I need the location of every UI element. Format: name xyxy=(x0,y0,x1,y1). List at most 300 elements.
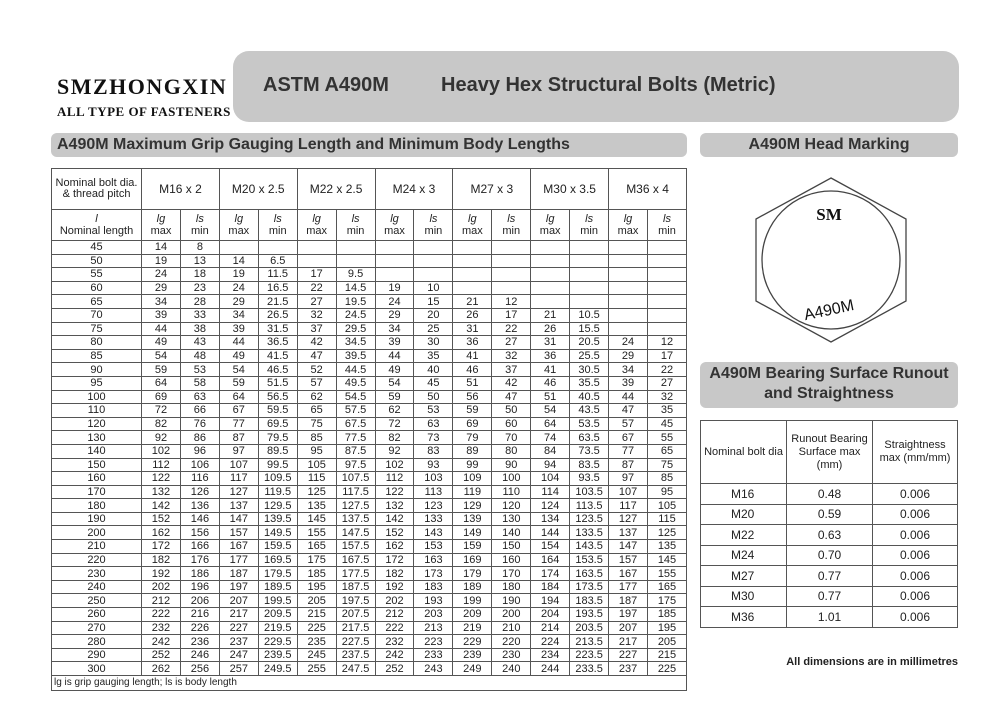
table-cell xyxy=(647,241,686,255)
runout-cell: 0.006 xyxy=(873,525,958,546)
table-cell: 34 xyxy=(142,295,181,309)
table-cell: 193 xyxy=(414,594,453,608)
limit-header xyxy=(375,210,414,241)
nominal-length-cell: 190 xyxy=(52,512,142,526)
runout-section-title: A490M Bearing Surface Runout and Straightness xyxy=(700,362,958,408)
table-cell: 220 xyxy=(492,635,531,649)
nominal-length-cell: 140 xyxy=(52,444,142,458)
limit-header xyxy=(336,210,375,241)
table-cell: 54.5 xyxy=(336,390,375,404)
table-cell: 170 xyxy=(492,567,531,581)
table-cell: 130 xyxy=(492,512,531,526)
table-cell: 232 xyxy=(142,621,181,635)
table-cell: 41 xyxy=(453,349,492,363)
table-cell: 116 xyxy=(180,472,219,486)
units-note: All dimensions are in millimetres xyxy=(786,656,958,668)
table-cell: 35 xyxy=(647,404,686,418)
table-row xyxy=(52,308,687,322)
table-cell: 229 xyxy=(453,635,492,649)
limit-header xyxy=(492,210,531,241)
table-cell: 24.5 xyxy=(336,308,375,322)
runout-dia-cell: M20 xyxy=(701,504,787,525)
table-cell: 79 xyxy=(453,431,492,445)
table-cell xyxy=(531,268,570,282)
table-cell: 167.5 xyxy=(336,553,375,567)
length-label: Nominal length xyxy=(59,225,134,237)
table-cell: 46 xyxy=(531,376,570,390)
table-row xyxy=(52,404,687,418)
table-cell: 107 xyxy=(609,485,648,499)
table-cell: 86 xyxy=(180,431,219,445)
table-cell: 67 xyxy=(609,431,648,445)
table-cell: 174 xyxy=(531,567,570,581)
table-cell: 59 xyxy=(142,363,181,377)
table-row xyxy=(52,648,687,662)
table-cell: 225 xyxy=(297,621,336,635)
runout-cell: 0.006 xyxy=(873,504,958,525)
table-row xyxy=(52,349,687,363)
table-cell: 140 xyxy=(492,526,531,540)
nominal-length-cell: 70 xyxy=(52,308,142,322)
table-cell: 63 xyxy=(414,417,453,431)
table-cell: 84 xyxy=(531,444,570,458)
table-cell: 34 xyxy=(609,363,648,377)
table-cell: 244 xyxy=(531,662,570,676)
table-cell: 64 xyxy=(142,376,181,390)
table-cell: 19.5 xyxy=(336,295,375,309)
size-header: M30 x 3.5 xyxy=(531,169,609,210)
table-cell: 31.5 xyxy=(258,322,297,336)
table-cell: 154 xyxy=(531,540,570,554)
table-cell xyxy=(414,241,453,255)
table-cell xyxy=(647,268,686,282)
table-cell: 183.5 xyxy=(570,594,609,608)
limit-label: max xyxy=(539,225,561,237)
size-header: M24 x 3 xyxy=(375,169,453,210)
table-cell: 185 xyxy=(647,608,686,622)
table-cell: 83 xyxy=(414,444,453,458)
table-cell: 247.5 xyxy=(336,662,375,676)
table-row xyxy=(52,322,687,336)
table-cell: 37 xyxy=(492,363,531,377)
table-cell: 103 xyxy=(414,472,453,486)
table-cell xyxy=(375,254,414,268)
table-cell: 43.5 xyxy=(570,404,609,418)
table-cell: 122 xyxy=(142,472,181,486)
limit-symbol: ls xyxy=(273,213,282,225)
table-cell: 177.5 xyxy=(336,567,375,581)
table-cell: 49 xyxy=(142,336,181,350)
table-cell: 48 xyxy=(180,349,219,363)
table-cell xyxy=(570,241,609,255)
table-cell: 32 xyxy=(647,390,686,404)
limit-label: max xyxy=(461,225,483,237)
table-cell: 77.5 xyxy=(336,431,375,445)
table-cell: 133.5 xyxy=(570,526,609,540)
table-cell: 169.5 xyxy=(258,553,297,567)
table-row xyxy=(52,363,687,377)
limit-symbol: ls xyxy=(195,213,204,225)
table-cell: 31 xyxy=(453,322,492,336)
table-cell: 44 xyxy=(219,336,258,350)
table-cell: 46 xyxy=(453,363,492,377)
table-cell: 45 xyxy=(647,417,686,431)
table-cell: 135 xyxy=(297,499,336,513)
table-cell: 64 xyxy=(219,390,258,404)
table-cell: 39 xyxy=(609,376,648,390)
table-cell: 114 xyxy=(531,485,570,499)
limit-symbol: ls xyxy=(507,213,516,225)
table-cell: 26.5 xyxy=(258,308,297,322)
table-cell: 239.5 xyxy=(258,648,297,662)
table-cell: 46.5 xyxy=(258,363,297,377)
table-cell: 70 xyxy=(492,431,531,445)
runout-table-body xyxy=(701,484,958,628)
table-cell: 257 xyxy=(219,662,258,676)
table-cell: 189.5 xyxy=(258,580,297,594)
table-cell: 184 xyxy=(531,580,570,594)
nominal-length-cell: 50 xyxy=(52,254,142,268)
table-cell: 36 xyxy=(453,336,492,350)
table-cell: 95 xyxy=(297,444,336,458)
table-cell: 64 xyxy=(531,417,570,431)
limit-symbol: lg xyxy=(468,213,477,225)
table-cell xyxy=(492,268,531,282)
table-cell: 62 xyxy=(375,404,414,418)
limit-label: min xyxy=(658,225,676,237)
table-row xyxy=(52,376,687,390)
table-cell: 41 xyxy=(531,363,570,377)
table-cell: 82 xyxy=(375,431,414,445)
table-cell: 73.5 xyxy=(570,444,609,458)
table-cell: 177 xyxy=(609,580,648,594)
table-cell: 27 xyxy=(647,376,686,390)
table-cell: 197 xyxy=(219,580,258,594)
table-cell: 57.5 xyxy=(336,404,375,418)
grade-mark: A490M xyxy=(802,297,856,325)
table-cell: 210 xyxy=(492,621,531,635)
table-cell: 99.5 xyxy=(258,458,297,472)
nominal-length-cell: 130 xyxy=(52,431,142,445)
table-cell: 203.5 xyxy=(570,621,609,635)
nominal-length-cell: 200 xyxy=(52,526,142,540)
table-cell: 207 xyxy=(609,621,648,635)
runout-dia-cell: M27 xyxy=(701,566,787,587)
nominal-length-cell: 45 xyxy=(52,241,142,255)
runout-dia-cell: M22 xyxy=(701,525,787,546)
table-cell: 217.5 xyxy=(336,621,375,635)
table-cell: 255 xyxy=(297,662,336,676)
table-cell: 119 xyxy=(453,485,492,499)
table-cell: 202 xyxy=(142,580,181,594)
runout-row xyxy=(701,586,958,607)
table-cell: 42 xyxy=(492,376,531,390)
limit-label: max xyxy=(306,225,328,237)
nominal-length-cell: 280 xyxy=(52,635,142,649)
table-cell: 22 xyxy=(647,363,686,377)
table-cell: 182 xyxy=(142,553,181,567)
table-cell: 8 xyxy=(180,241,219,255)
limit-label: max xyxy=(384,225,405,237)
table-row xyxy=(52,268,687,282)
table-cell: 57 xyxy=(609,417,648,431)
table-cell: 36 xyxy=(531,349,570,363)
table-cell: 215 xyxy=(647,648,686,662)
table-cell: 58 xyxy=(180,376,219,390)
table-cell xyxy=(492,281,531,295)
table-cell: 129.5 xyxy=(258,499,297,513)
table-cell: 126 xyxy=(180,485,219,499)
table-cell: 146 xyxy=(180,512,219,526)
table-cell: 69 xyxy=(453,417,492,431)
table-cell: 109.5 xyxy=(258,472,297,486)
table-cell: 12 xyxy=(647,336,686,350)
size-header: M16 x 2 xyxy=(142,169,220,210)
table-cell: 49 xyxy=(375,363,414,377)
table-cell: 50 xyxy=(492,404,531,418)
table-cell: 17 xyxy=(647,349,686,363)
table-cell: 44 xyxy=(142,322,181,336)
table-cell: 16.5 xyxy=(258,281,297,295)
table-cell: 75 xyxy=(647,458,686,472)
table-cell: 199.5 xyxy=(258,594,297,608)
table-cell: 63.5 xyxy=(570,431,609,445)
table-cell: 245 xyxy=(297,648,336,662)
table-cell: 54 xyxy=(142,349,181,363)
table-cell: 32 xyxy=(297,308,336,322)
table-cell: 127 xyxy=(609,512,648,526)
table-cell: 57 xyxy=(297,376,336,390)
table-cell: 39 xyxy=(375,336,414,350)
table-cell xyxy=(570,268,609,282)
table-cell: 113 xyxy=(414,485,453,499)
table-cell xyxy=(375,268,414,282)
table-cell: 230 xyxy=(492,648,531,662)
nominal-length-cell: 110 xyxy=(52,404,142,418)
table-cell: 173 xyxy=(414,567,453,581)
limit-symbol: ls xyxy=(429,213,438,225)
table-row xyxy=(52,621,687,635)
table-cell: 137.5 xyxy=(336,512,375,526)
table-cell: 53.5 xyxy=(570,417,609,431)
table-cell: 54 xyxy=(375,376,414,390)
table-cell: 217 xyxy=(609,635,648,649)
table-cell: 127 xyxy=(219,485,258,499)
table-cell: 123.5 xyxy=(570,512,609,526)
limit-label: max xyxy=(617,225,639,237)
limit-symbol: lg xyxy=(623,213,633,225)
limit-label: min xyxy=(268,225,287,237)
table-cell: 59.5 xyxy=(258,404,297,418)
table-cell: 24 xyxy=(609,336,648,350)
table-cell: 223 xyxy=(414,635,453,649)
table-cell: 219 xyxy=(453,621,492,635)
runout-dia-cell: M24 xyxy=(701,545,787,566)
table-cell: 134 xyxy=(531,512,570,526)
table-cell: 100 xyxy=(492,472,531,486)
table-cell: 63 xyxy=(180,390,219,404)
table-cell: 252 xyxy=(142,648,181,662)
table-cell: 152 xyxy=(375,526,414,540)
table-cell: 47 xyxy=(297,349,336,363)
table-cell: 103.5 xyxy=(570,485,609,499)
table-cell xyxy=(647,308,686,322)
table-row xyxy=(52,241,687,255)
table-cell xyxy=(453,281,492,295)
table-cell: 167 xyxy=(609,567,648,581)
table-cell: 94 xyxy=(531,458,570,472)
table-cell: 233.5 xyxy=(570,662,609,676)
limit-label: min xyxy=(191,225,209,237)
table-cell: 203 xyxy=(414,608,453,622)
table-cell: 236 xyxy=(180,635,219,649)
table-cell: 29.5 xyxy=(336,322,375,336)
table-cell: 22 xyxy=(492,322,531,336)
table-cell: 19 xyxy=(142,254,181,268)
table-cell: 127.5 xyxy=(336,499,375,513)
table-cell: 27 xyxy=(297,295,336,309)
table-cell: 179.5 xyxy=(258,567,297,581)
table-cell: 262 xyxy=(142,662,181,676)
table-cell xyxy=(492,241,531,255)
limit-symbol: lg xyxy=(545,213,555,225)
table-cell: 166 xyxy=(180,540,219,554)
runout-row xyxy=(701,566,958,587)
table-cell: 107 xyxy=(219,458,258,472)
table-cell xyxy=(647,322,686,336)
table-cell xyxy=(531,241,570,255)
table-row xyxy=(52,444,687,458)
table-cell: 52 xyxy=(297,363,336,377)
table-cell xyxy=(570,254,609,268)
limit-symbol: lg xyxy=(390,213,399,225)
table-cell: 124 xyxy=(531,499,570,513)
table-cell: 139 xyxy=(453,512,492,526)
table-cell xyxy=(375,241,414,255)
table-cell: 72 xyxy=(375,417,414,431)
table-row xyxy=(52,540,687,554)
table-cell: 144 xyxy=(531,526,570,540)
table-cell: 137 xyxy=(219,499,258,513)
table-cell: 234 xyxy=(531,648,570,662)
table-row xyxy=(52,472,687,486)
table-cell: 96 xyxy=(180,444,219,458)
table-cell: 175 xyxy=(297,553,336,567)
head-marking-title: A490M Head Marking xyxy=(700,133,958,157)
table-cell: 172 xyxy=(375,553,414,567)
limit-symbol: lg xyxy=(156,213,166,225)
table-cell: 215 xyxy=(297,608,336,622)
table-cell: 195 xyxy=(647,621,686,635)
table-cell: 18 xyxy=(180,268,219,282)
table-cell: 92 xyxy=(142,431,181,445)
brand-name: SMZHONGXIN xyxy=(57,74,228,99)
table-cell: 115 xyxy=(297,472,336,486)
runout-cell: 0.70 xyxy=(787,545,873,566)
table-cell: 15.5 xyxy=(570,322,609,336)
table-cell: 125 xyxy=(647,526,686,540)
table-cell: 213 xyxy=(414,621,453,635)
standard-code: ASTM A490M xyxy=(263,74,389,96)
table-cell: 147 xyxy=(219,512,258,526)
table-cell: 142 xyxy=(142,499,181,513)
table-cell: 133 xyxy=(414,512,453,526)
table-cell: 26 xyxy=(453,308,492,322)
table-cell: 82 xyxy=(142,417,181,431)
table-cell: 110 xyxy=(492,485,531,499)
table-cell: 14 xyxy=(219,254,258,268)
table-cell xyxy=(531,254,570,268)
runout-table xyxy=(700,420,958,628)
table-cell: 222 xyxy=(375,621,414,635)
table-cell: 102 xyxy=(142,444,181,458)
table-cell xyxy=(647,254,686,268)
table-cell: 39 xyxy=(142,308,181,322)
table-cell: 60 xyxy=(492,417,531,431)
table-cell: 162 xyxy=(375,540,414,554)
table-cell: 207.5 xyxy=(336,608,375,622)
table-cell xyxy=(570,281,609,295)
table-cell: 31 xyxy=(531,336,570,350)
table-cell: 149 xyxy=(453,526,492,540)
table-cell: 155 xyxy=(647,567,686,581)
table-cell: 62 xyxy=(297,390,336,404)
table-cell xyxy=(219,241,258,255)
table-cell: 117.5 xyxy=(336,485,375,499)
table-cell: 162 xyxy=(142,526,181,540)
table-row xyxy=(52,594,687,608)
table-cell: 214 xyxy=(531,621,570,635)
table-cell: 232 xyxy=(375,635,414,649)
table-cell: 21 xyxy=(453,295,492,309)
table-cell: 53 xyxy=(414,404,453,418)
table-cell: 11.5 xyxy=(258,268,297,282)
table-cell: 129 xyxy=(453,499,492,513)
nominal-length-cell: 290 xyxy=(52,648,142,662)
nominal-length-cell: 180 xyxy=(52,499,142,513)
runout-cell: 1.01 xyxy=(787,607,873,628)
table-cell xyxy=(297,254,336,268)
table-cell: 123 xyxy=(414,499,453,513)
table-cell: 45 xyxy=(414,376,453,390)
table-cell: 153 xyxy=(414,540,453,554)
table-cell: 242 xyxy=(375,648,414,662)
grip-length-table xyxy=(51,168,687,691)
table-cell: 237 xyxy=(219,635,258,649)
size-header-row xyxy=(52,169,687,210)
table-cell: 223.5 xyxy=(570,648,609,662)
nominal-length-cell: 250 xyxy=(52,594,142,608)
table-cell: 187 xyxy=(219,567,258,581)
table-cell: 51.5 xyxy=(258,376,297,390)
table-cell: 97 xyxy=(219,444,258,458)
table-cell xyxy=(453,241,492,255)
table-cell: 43 xyxy=(180,336,219,350)
runout-cell: 0.006 xyxy=(873,484,958,505)
table-cell: 33 xyxy=(180,308,219,322)
table-cell: 212 xyxy=(375,608,414,622)
table-cell: 147.5 xyxy=(336,526,375,540)
table-cell: 77 xyxy=(609,444,648,458)
nominal-length-cell: 240 xyxy=(52,580,142,594)
table-cell xyxy=(609,268,648,282)
limit-header xyxy=(647,210,686,241)
table-cell xyxy=(258,241,297,255)
table-cell: 14.5 xyxy=(336,281,375,295)
table-cell: 225 xyxy=(647,662,686,676)
table-cell: 49 xyxy=(219,349,258,363)
maker-mark: SM xyxy=(816,205,842,224)
